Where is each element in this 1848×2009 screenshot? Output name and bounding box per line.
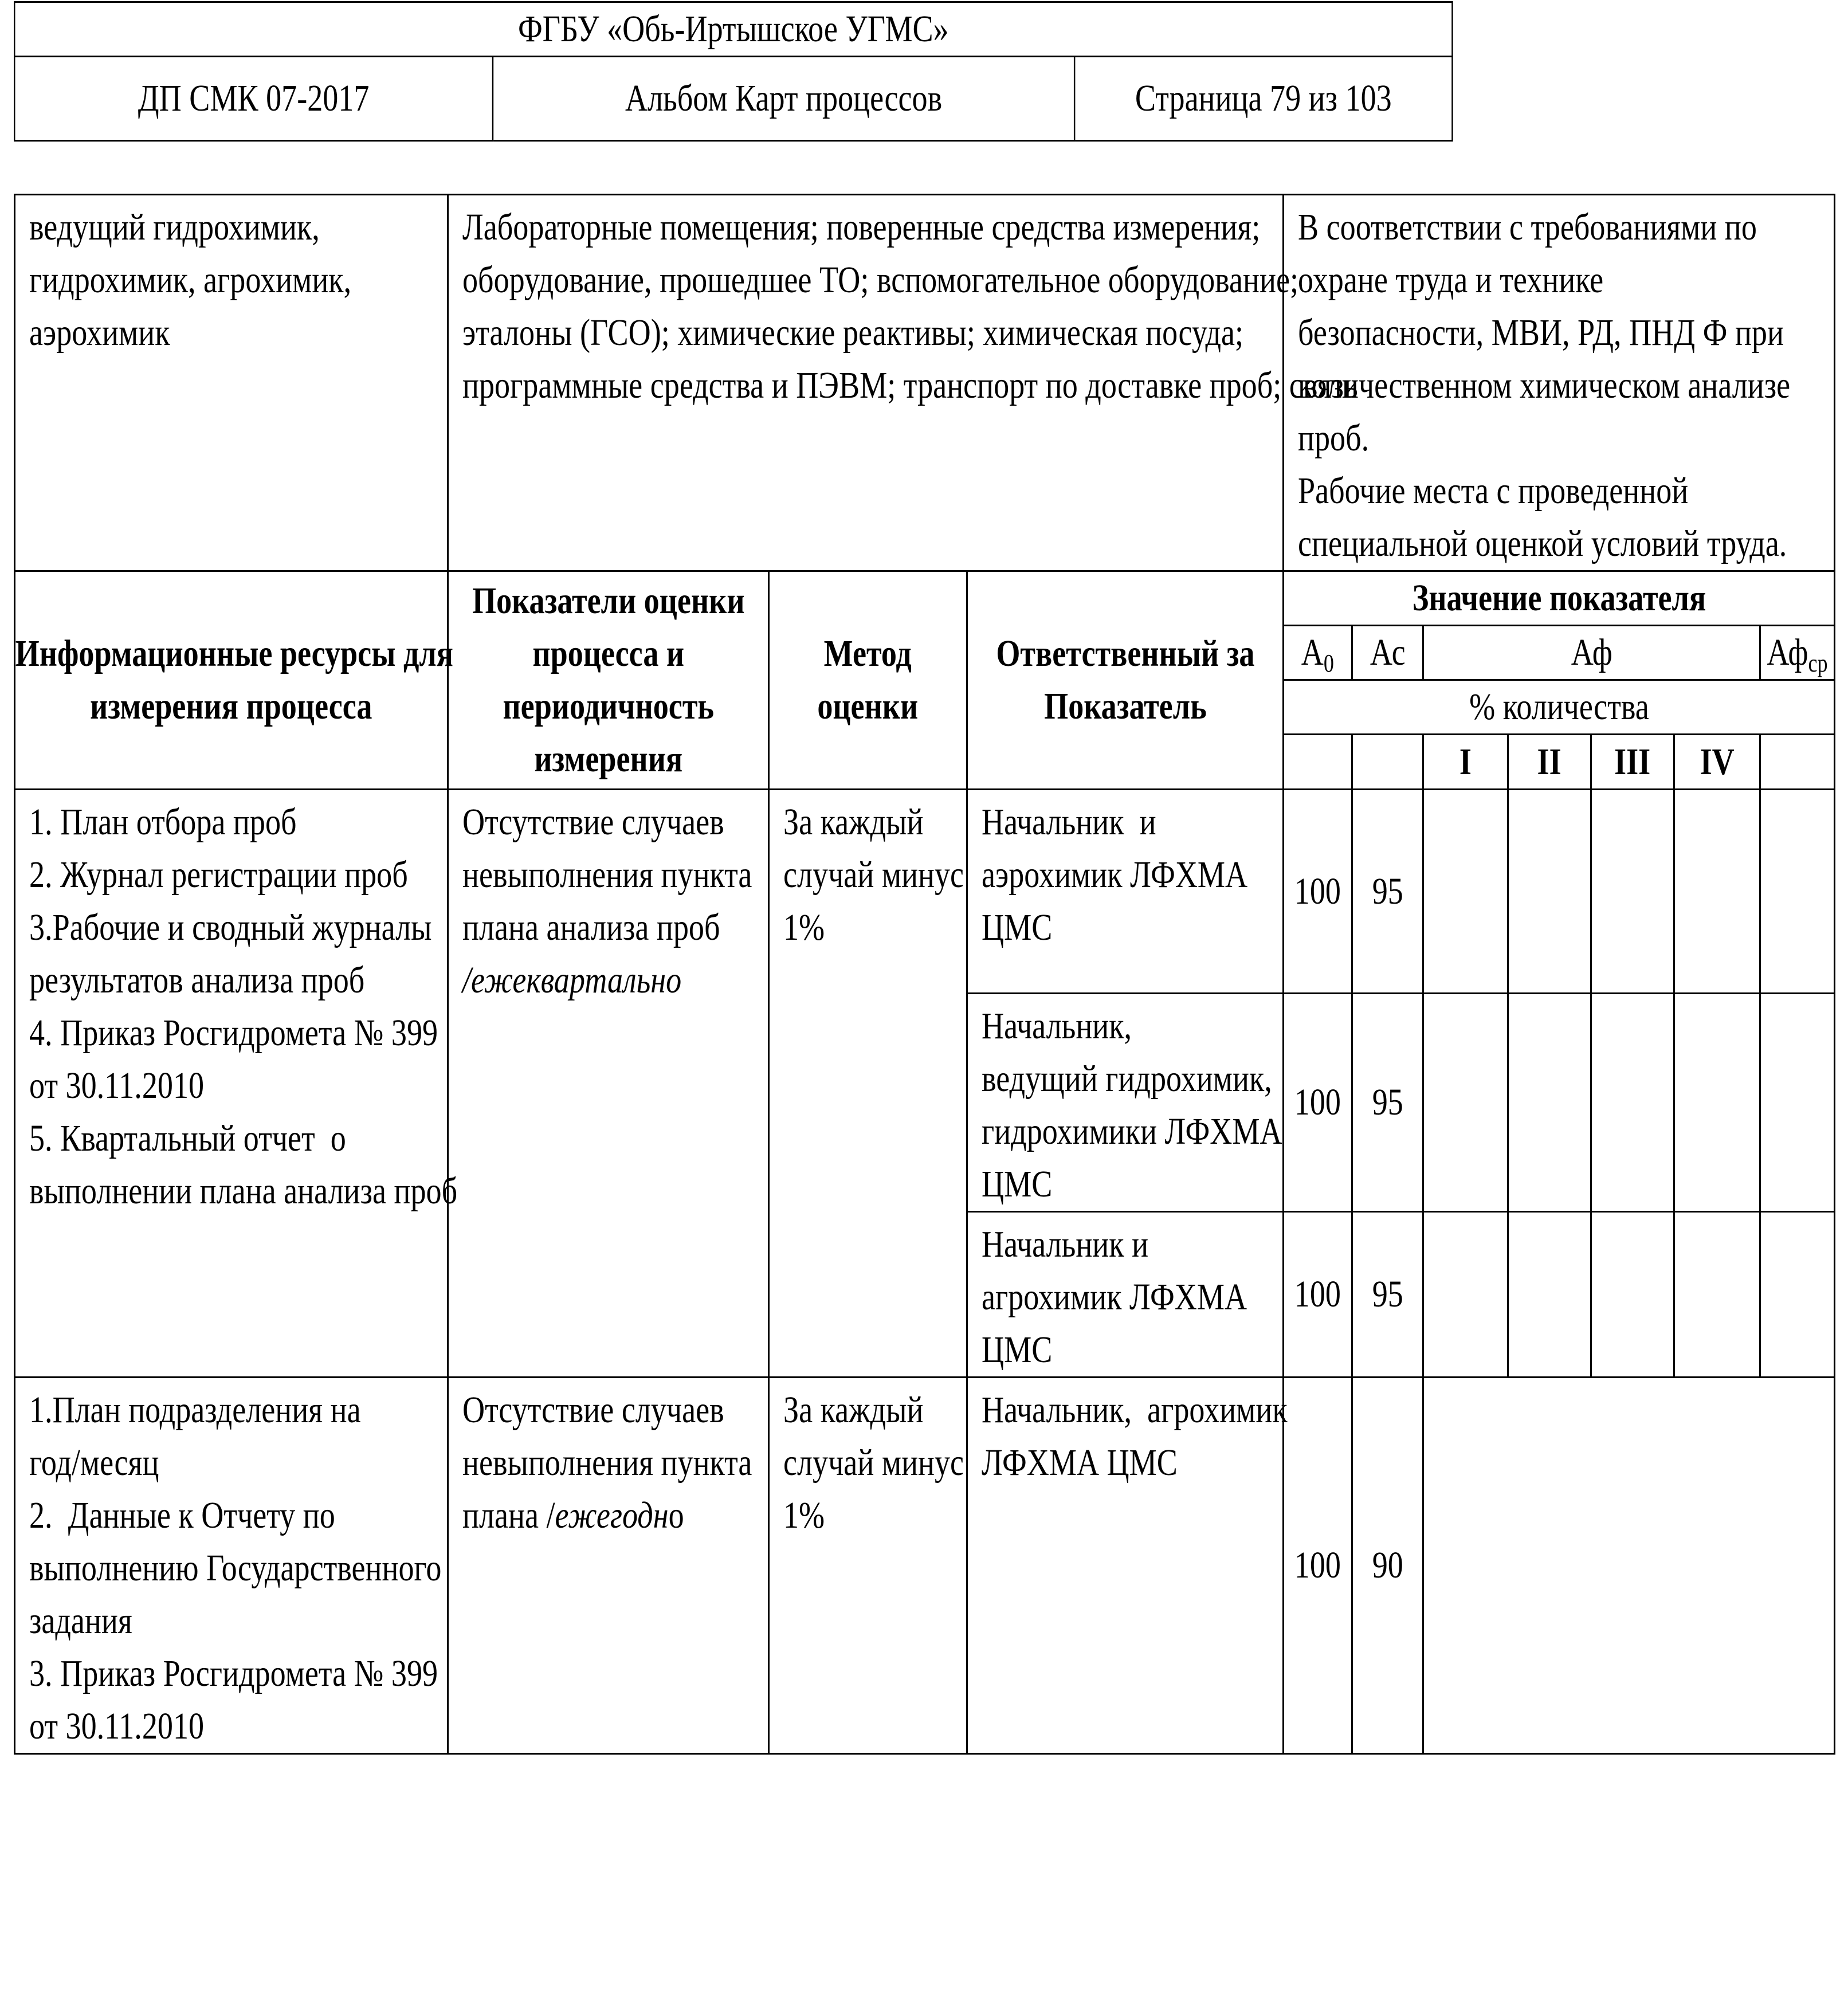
a0-header: $А_0$ <box>1284 626 1352 680</box>
table-header-row <box>15 571 1835 626</box>
ac-blank <box>1352 735 1423 790</box>
process-map-table <box>14 194 1835 1755</box>
ac-value: 95 <box>1352 1212 1423 1378</box>
quarter-4-value <box>1674 994 1760 1212</box>
method-header: Метод оценки <box>769 571 967 790</box>
work-environment-cell <box>1284 195 1835 571</box>
quarter-3-value <box>1591 790 1674 994</box>
indicator-period: /ежеквартально <box>462 959 682 1001</box>
quarter-1-value <box>1423 790 1508 994</box>
infrastructure-line: программные средства и ПЭВМ; транспорт по доставке проб; связь <box>462 364 1358 406</box>
info-resources-cell: 1. План отбора проб 2. Журнал регистрации проб 3.Рабочие и сводный журналы результатов анализа проб 4. Приказ Росгидромета № 399 от 30.11.2010 5. Квартальный отчет о выполнении плана анализа проб <box>15 790 448 1378</box>
af-avg-blank <box>1760 735 1835 790</box>
infrastructure-cell <box>448 195 1358 571</box>
ac-value: 95 <box>1352 994 1423 1212</box>
af-avg-value <box>1760 790 1835 994</box>
table-row <box>15 1378 1835 1754</box>
responsible-cell: Начальник, агрохимик ЛФХМА ЦМС <box>967 1378 1284 1754</box>
quarter-4-value <box>1674 790 1760 994</box>
environment-line: количественном химическом анализе <box>1298 364 1791 406</box>
ac-value: 90 <box>1352 1378 1423 1754</box>
quarter-2-value <box>1508 994 1591 1212</box>
indicator-cell: Отсутствие случаев невыполнения пункта плана анализа проб /ежеквартально <box>448 790 769 1378</box>
environment-line: безопасности, МВИ, РД, ПНД Ф при <box>1298 312 1784 354</box>
method-cell: За каждый случай минус 1% <box>769 790 967 1378</box>
info-resources-header: Информационные ресурсы для измерения процесса <box>15 571 448 790</box>
environment-line: специальной оценкой условий труда. <box>1298 523 1787 564</box>
document-title: Альбом Карт процессов <box>493 57 1074 141</box>
info-resources-cell: 1.План подразделения на год/месяц 2. Данные к Отчету по выполнению Государственного задания 3. Приказ Росгидромета № 399 от 30.11.2010 <box>15 1378 448 1754</box>
responsible-cell: Начальник и агрохимик ЛФХМА ЦМС <box>967 1212 1284 1378</box>
environment-line: охране труда и технике <box>1298 259 1604 301</box>
quarter-3-value <box>1591 1212 1674 1378</box>
af-avg-value <box>1760 994 1835 1212</box>
staff-line: аэрохимик <box>29 312 170 354</box>
quarter-4-header: IV <box>1674 735 1760 790</box>
page-info: Страница 79 из 103 <box>1074 57 1452 141</box>
responsible-header: Ответственный за Показатель <box>967 571 1284 790</box>
ac-value: 95 <box>1352 790 1423 994</box>
responsible-cell: Начальник, ведущий гидрохимик, гидрохимики ЛФХМА ЦМС <box>967 994 1284 1212</box>
indicators-header: Показатели оценки процесса и периодичность измерения <box>448 571 769 790</box>
a0-value: 100 <box>1284 790 1352 994</box>
staff-cell <box>15 195 448 571</box>
indicator-cell: Отсутствие случаев невыполнения пункта плана /ежегодно <box>448 1378 769 1754</box>
environment-line: В соответствии с требованиями по <box>1298 206 1757 248</box>
a0-value: 100 <box>1284 1212 1352 1378</box>
quarter-2-value <box>1508 790 1591 994</box>
staff-line: ведущий гидрохимик, <box>29 206 320 248</box>
infrastructure-line: оборудование, прошедшее ТО; вспомогательное оборудование; <box>462 259 1299 301</box>
af-header: Аф <box>1423 626 1760 680</box>
resources-row <box>15 195 1835 571</box>
quarter-3-header: III <box>1591 735 1674 790</box>
quarter-4-value <box>1674 1212 1760 1378</box>
quarterly-values-blank <box>1423 1378 1835 1754</box>
document-header <box>14 1 1453 142</box>
method-cell: За каждый случай минус 1% <box>769 1378 967 1754</box>
staff-line: гидрохимик, агрохимик, <box>29 259 352 301</box>
a0-blank <box>1284 735 1352 790</box>
indicator-value-header: Значение показателя <box>1284 571 1835 626</box>
af-avg-header: $Аф_{ср}$ <box>1760 626 1835 680</box>
infrastructure-line: эталоны (ГСО); химические реактивы; химическая посуда; <box>462 312 1244 354</box>
quarter-1-value <box>1423 994 1508 1212</box>
quarter-2-value <box>1508 1212 1591 1378</box>
infrastructure-line: Лабораторные помещения; поверенные средства измерения; <box>462 206 1261 248</box>
responsible-cell: Начальник и аэрохимик ЛФХМА ЦМС <box>967 790 1284 994</box>
quarter-2-header: II <box>1508 735 1591 790</box>
quarter-1-header: I <box>1423 735 1508 790</box>
environment-line: Рабочие места с проведенной <box>1298 470 1689 512</box>
quarter-1-value <box>1423 1212 1508 1378</box>
table-row <box>15 790 1835 994</box>
a0-value: 100 <box>1284 994 1352 1212</box>
a0-value: 100 <box>1284 1378 1352 1754</box>
document-code: ДП СМК 07-2017 <box>14 57 493 141</box>
af-avg-value <box>1760 1212 1835 1378</box>
environment-line: проб. <box>1298 417 1370 459</box>
ac-header: Ас <box>1352 626 1423 680</box>
indicator-period: ежегодн <box>555 1494 669 1536</box>
quarter-3-value <box>1591 994 1674 1212</box>
organization-name: ФГБУ «Обь-Иртышское УГМС» <box>14 2 1452 57</box>
percent-header: % количества <box>1284 680 1835 735</box>
